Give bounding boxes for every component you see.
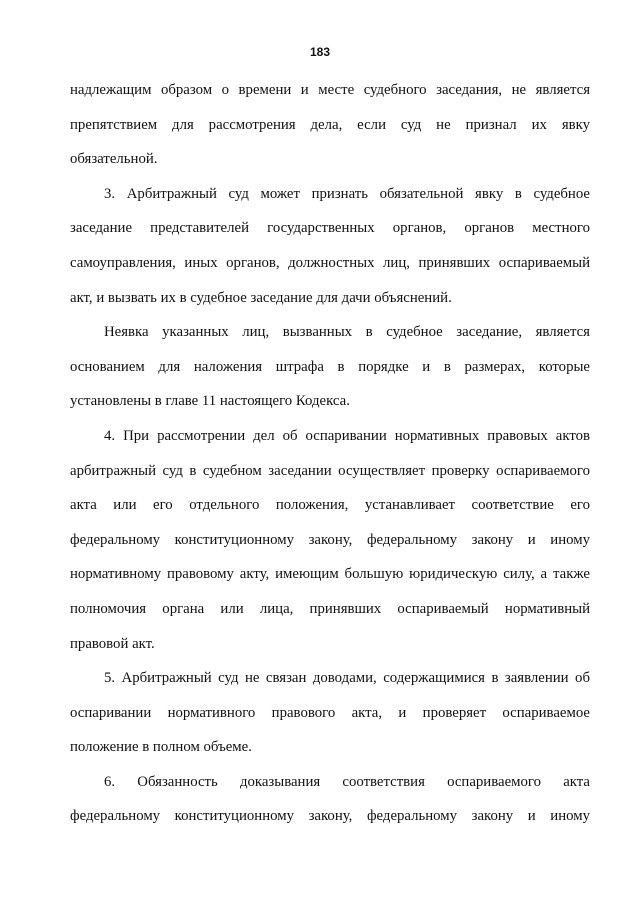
text-line: препятствием для рассмотрения дела, если суд не признал их явку — [70, 116, 590, 133]
text-line: заседание представителей государственных органов, органов местного — [70, 220, 590, 237]
text-line: самоуправления, иных органов, должностных лиц, принявших оспариваемый — [70, 254, 590, 271]
text-line: акта или его отдельного положения, устанавливает соответствие его — [70, 497, 590, 514]
text-line: 4. При рассмотрении дел об оспаривании нормативных правовых актов — [104, 427, 590, 444]
text-line: Неявка указанных лиц, вызванных в судебное заседание, является — [104, 324, 590, 341]
text-line: оспаривании нормативного правового акта, и проверяет оспариваемое — [70, 704, 590, 721]
text-line: обязательной. — [70, 151, 158, 168]
document-body — [70, 73, 590, 834]
text-line: положение в полном объеме. — [70, 739, 252, 756]
text-line: акт, и вызвать их в судебное заседание для дачи объяснений. — [70, 289, 452, 306]
text-line: правовой акт. — [70, 635, 155, 652]
text-line: основанием для наложения штрафа в порядке и в размерах, которые — [70, 358, 590, 375]
text-line: 3. Арбитражный суд может признать обязательной явку в судебное — [104, 185, 590, 202]
text-line: установлены в главе 11 настоящего Кодекса. — [70, 393, 350, 410]
text-line: надлежащим образом о времени и месте судебного заседания, не является — [70, 82, 590, 98]
text-line: арбитражный суд в судебном заседании осуществляет проверку оспариваемого — [70, 462, 590, 479]
text-line: полномочия органа или лица, принявших оспариваемый нормативный — [70, 600, 590, 617]
text-line: 5. Арбитражный суд не связан доводами, содержащимися в заявлении об — [104, 670, 590, 687]
text-line: федеральному конституционному закону, федеральному закону и иному — [70, 531, 590, 548]
text-line: федеральному конституционному закону, федеральному закону и иному — [70, 808, 590, 825]
text-line: нормативному правовому акту, имеющим большую юридическую силу, а также — [70, 566, 590, 583]
text-line: 6. Обязанность доказывания соответствия оспариваемого акта — [104, 773, 590, 790]
page-number: 183 — [309, 45, 331, 59]
